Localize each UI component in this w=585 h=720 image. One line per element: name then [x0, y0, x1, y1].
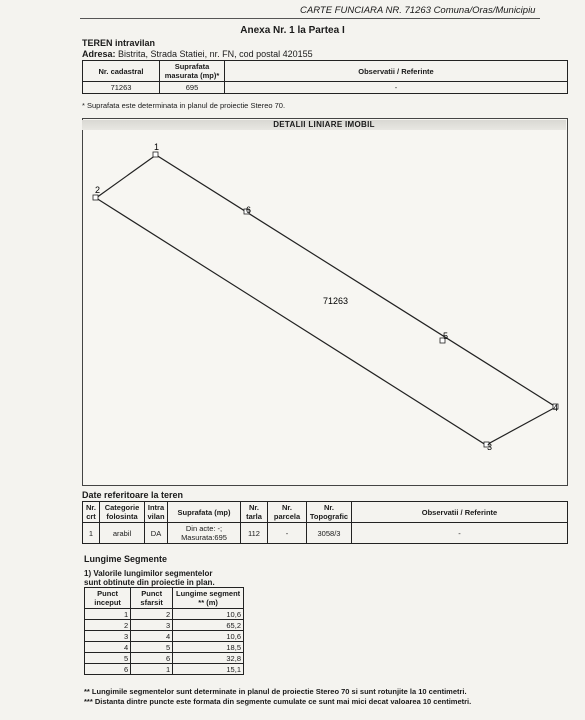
th-punct-inceput: Punct inceput	[85, 588, 131, 609]
plan-frame	[82, 118, 568, 486]
cell-start: 3	[85, 631, 131, 642]
cell-nr-cadastral: 71263	[83, 82, 160, 94]
th-nr-crt: Nr. crt	[83, 502, 100, 523]
table-row	[85, 664, 244, 675]
cell-suprafata: 695	[160, 82, 225, 94]
th-parcela: Nr. parcela	[268, 502, 307, 523]
table-row	[85, 642, 244, 653]
th-suprafata-teren: Suprafata (mp)	[168, 502, 241, 523]
suprafata-acte: Din acte: -;	[185, 524, 223, 533]
table-row	[85, 609, 244, 620]
point-5	[440, 331, 448, 343]
table-row	[85, 653, 244, 664]
anexa-title: Anexa Nr. 1 la Partea I	[240, 25, 345, 36]
adresa-value: Bistrita, Strada Statiei, nr. FN, cod postal 420155	[118, 49, 313, 59]
cell-topografic: 3058/3	[307, 523, 352, 544]
point-1-label: 1	[154, 142, 160, 152]
cadastral-table	[82, 60, 568, 94]
parcel-label: 71263	[323, 296, 349, 306]
point-5-label: 5	[443, 331, 449, 341]
cell-length: 32,8	[173, 653, 244, 664]
cell-start: 1	[85, 609, 131, 620]
th-punct-sfarsit: Punct sfarsit	[131, 588, 173, 609]
adresa-label: Adresa:	[82, 49, 116, 59]
th-nr-cadastral: Nr. cadastral	[83, 61, 160, 82]
cell-length: 10,6	[173, 609, 244, 620]
th-suprafata: Suprafata masurata (mp)*	[160, 61, 225, 82]
cell-end: 6	[131, 653, 173, 664]
th-lungime: Lungime segment ** (m)	[173, 588, 244, 609]
segmente-subtitle-line-1: 1) Valorile lungimilor segmentelor	[84, 569, 213, 578]
point-1	[153, 142, 159, 157]
plan-title: DETALII LINIARE IMOBIL	[82, 120, 566, 130]
suprafata-masurata: Masurata:695	[181, 533, 227, 542]
cell-end: 1	[131, 664, 173, 675]
th-topografic: Nr. Topografic	[307, 502, 352, 523]
cell-suprafata-teren	[168, 523, 241, 544]
th-categorie: Categorie folosinta	[100, 502, 145, 523]
point-3-label: 3	[487, 442, 493, 452]
adresa-line	[82, 49, 313, 59]
cell-start: 6	[85, 664, 131, 675]
parcel-drawing	[83, 119, 567, 485]
cell-intravilan: DA	[145, 523, 168, 544]
section-segmente-title: Lungime Segmente	[84, 554, 168, 564]
cell-start: 4	[85, 642, 131, 653]
segmente-subtitle	[84, 569, 215, 587]
cell-parcela: -	[268, 523, 307, 544]
section-teren-title: Date referitoare la teren	[82, 490, 184, 500]
segmente-subtitle-line-2: sunt obtinute din proiectie in plan.	[84, 578, 215, 587]
cell-nr-crt: 1	[83, 523, 100, 544]
th-observatii: Observatii / Referinte	[225, 61, 568, 82]
point-3	[484, 442, 492, 452]
cell-length: 15,1	[173, 664, 244, 675]
point-4	[553, 403, 558, 413]
cell-length: 65,2	[173, 620, 244, 631]
th-intravilan: Intra vilan	[145, 502, 168, 523]
running-title: CARTE FUNCIARA NR. 71263 Comuna/Oras/Municipiu	[300, 5, 536, 16]
table-row	[85, 631, 244, 642]
cell-categorie: arabil	[100, 523, 145, 544]
point-2	[93, 185, 100, 200]
suprafata-note: * Suprafata este determinata in planul de proiectie Stereo 70.	[82, 101, 286, 110]
cell-start: 5	[85, 653, 131, 664]
cell-tarla: 112	[241, 523, 268, 544]
point-6-label: 6	[246, 205, 252, 215]
cell-length: 10,6	[173, 631, 244, 642]
cell-observatii-teren: -	[352, 523, 568, 544]
cell-start: 2	[85, 620, 131, 631]
teren-table	[82, 501, 568, 544]
footnote-distanta: *** Distanta dintre puncte este formata din segmente cumulate ce sunt mai mici decat valoarea 10 centimetri.	[84, 697, 472, 706]
cell-end: 3	[131, 620, 173, 631]
cell-end: 5	[131, 642, 173, 653]
table-row	[85, 620, 244, 631]
header-divider	[80, 18, 540, 19]
point-6	[244, 205, 251, 215]
point-2-label: 2	[95, 185, 101, 195]
cell-end: 4	[131, 631, 173, 642]
point-4-label: 4	[553, 403, 559, 413]
cell-observatii: -	[225, 82, 568, 94]
teren-heading: TEREN intravilan	[82, 38, 156, 48]
th-observatii-teren: Observatii / Referinte	[352, 502, 568, 523]
th-tarla: Nr. tarla	[241, 502, 268, 523]
segmente-table	[84, 587, 244, 675]
cell-length: 18,5	[173, 642, 244, 653]
footnote-lungimi: ** Lungimile segmentelor sunt determinate in planul de proiectie Stereo 70 si sunt rotunjite la 10 centimetri.	[84, 687, 467, 696]
cell-end: 2	[131, 609, 173, 620]
